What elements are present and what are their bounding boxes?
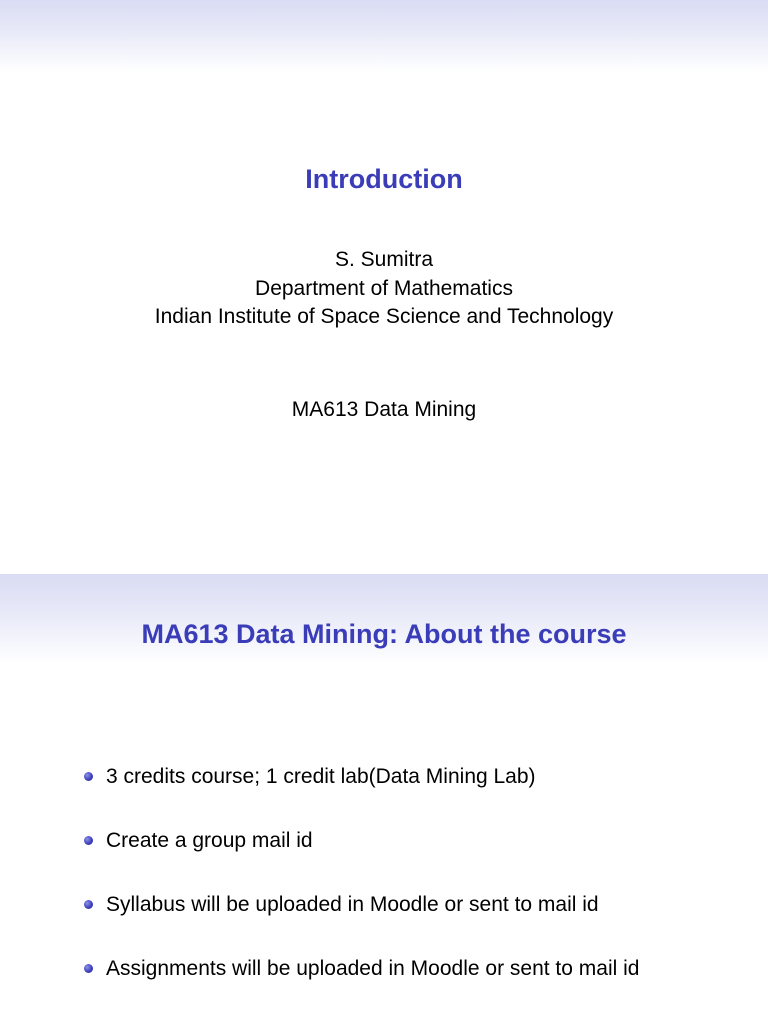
- bullet-text: Assignments will be uploaded in Moodle or sent to mail id: [106, 957, 640, 980]
- department-name: Department of Mathematics: [255, 276, 513, 300]
- author-name: S. Sumitra: [334, 248, 434, 271]
- slide-about-course: [0, 574, 768, 1024]
- slide-title: MA613 Data Mining: About the course: [141, 619, 627, 649]
- list-item: [0, 955, 768, 1019]
- bullet-icon: [84, 900, 93, 909]
- bullet-icon: [84, 964, 93, 973]
- bullet-icon: [84, 836, 93, 845]
- bullet-text: 3 credits course; 1 credit lab(Data Mining Lab): [106, 765, 536, 788]
- bullet-list: [0, 763, 768, 1019]
- list-item: [0, 827, 768, 891]
- list-item: [0, 891, 768, 955]
- bullet-icon: [84, 772, 93, 781]
- slide-title: Introduction: [305, 164, 463, 194]
- course-name: MA613 Data Mining: [291, 398, 477, 421]
- list-item: [0, 763, 768, 827]
- author-block: [0, 246, 768, 332]
- bullet-text: Create a group mail id: [106, 829, 313, 852]
- bullet-text: Syllabus will be uploaded in Moodle or sent to mail id: [106, 893, 599, 916]
- institute-name: Indian Institute of Space Science and Technology: [154, 305, 614, 328]
- header-band: [0, 0, 768, 72]
